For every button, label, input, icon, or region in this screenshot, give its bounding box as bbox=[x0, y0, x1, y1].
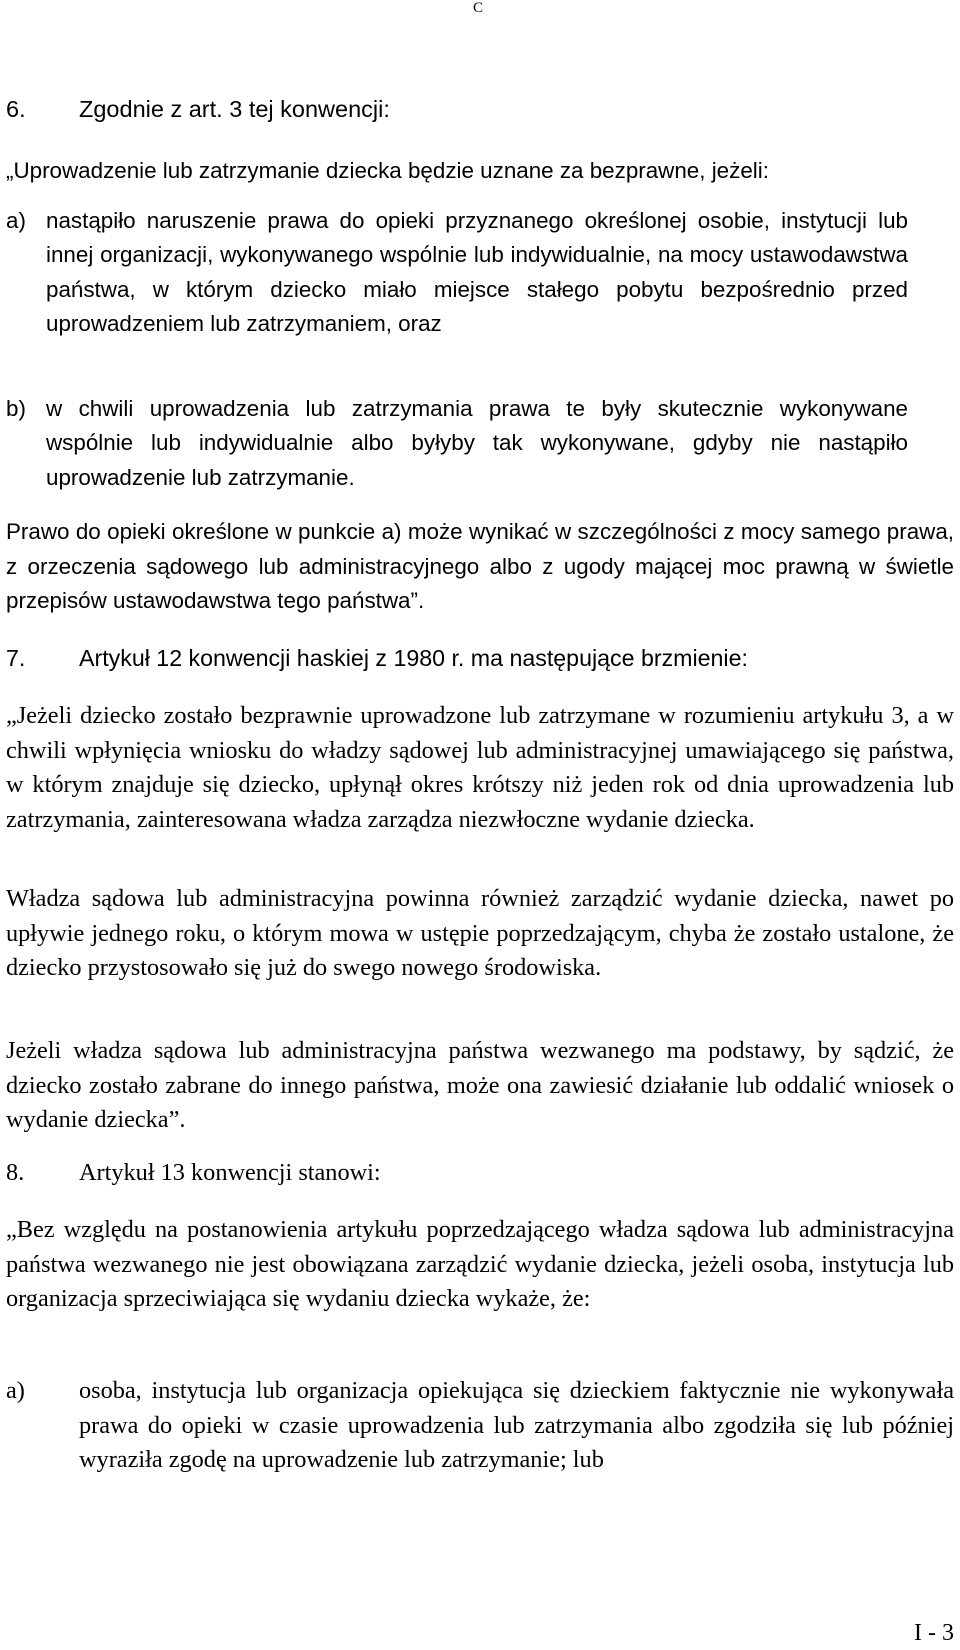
item6-b-label: b) bbox=[6, 396, 26, 421]
item7-number: 7. bbox=[6, 645, 26, 671]
item6-number: 6. bbox=[6, 96, 26, 122]
item6-heading: Zgodnie z art. 3 tej konwencji: bbox=[79, 96, 390, 122]
item7-paragraph-2: Władza sądowa lub administracyjna powinna również zarządzić wydanie dziecka, nawet po upływie jednego roku, o którym mowa w ustępie poprzedzającym, chyba że zostało ustalone, że dziecko przystosowało się już do swego nowego środowiska. bbox=[6, 885, 954, 982]
item6-a-label: a) bbox=[6, 208, 26, 233]
item6-point-a bbox=[6, 204, 908, 342]
item7-heading-line bbox=[6, 641, 954, 676]
item8-a-label: a) bbox=[6, 1377, 25, 1404]
item8-number: 8. bbox=[6, 1159, 25, 1186]
item7-paragraph-3: Jeżeli władza sądowa lub administracyjna państwa wezwanego ma podstawy, by sądzić, że dziecko zostało zabrane do innego państwa, może ona zawiesić działanie lub oddalić wniosek o wydanie dziecka”. bbox=[6, 1037, 954, 1134]
header-mark: C bbox=[473, 0, 484, 16]
item6-heading-line bbox=[6, 92, 954, 127]
item6-b-text: w chwili uprowadzenia lub zatrzymania prawa te były skutecznie wykonywane wspólnie lub indywidualnie albo byłyby tak wykonywane, gdyby nie nastąpiło uprowadzenie lub zatrzymanie. bbox=[46, 396, 908, 490]
item8-paragraph-1: „Bez względu na postanowienia artykułu poprzedzającego władza sądowa lub administracyjna państwa wezwanego nie jest obowiązana zarządzić wydanie dziecka, jeżeli osoba, instytucja lub organizacja sprzeciwiająca się wydaniu dziecka wykaże, że: bbox=[6, 1216, 954, 1313]
page-number: I - 3 bbox=[914, 1620, 954, 1646]
item8-a-text: osoba, instytucja lub organizacja opiekująca się dzieckiem faktycznie nie wykonywała prawa do opieki w czasie uprowadzenia lub zatrzymania albo zgodziła się lub później wyraziła zgodę na uprowadzenie lub zatrzymanie; lub bbox=[79, 1377, 954, 1474]
item7-paragraph-1: „Jeżeli dziecko zostało bezprawnie uprowadzone lub zatrzymane w rozumieniu artykułu 3, a w chwili wpłynięcia wniosku do władzy sądowej lub administracyjnej umawiającego się państwa, w którym znajduje się dziecko, upłynął okres krótszy niż jeden rok od dnia uprowadzenia lub zatrzymania, zainteresowana władza zarządza niezwłoczne wydanie dziecka. bbox=[6, 702, 954, 833]
item8-heading: Artykuł 13 konwencji stanowi: bbox=[79, 1159, 381, 1186]
item6-quote-intro: „Uprowadzenie lub zatrzymanie dziecka będzie uznane za bezprawne, jeżeli: bbox=[6, 158, 769, 183]
item6-paragraph: Prawo do opieki określone w punkcie a) może wynikać w szczególności z mocy samego prawa, z orzeczenia sądowego lub administracyjnego albo z ugody mającej moc prawną w świetle przepisów ustawodawstwa tego państwa”. bbox=[6, 519, 954, 614]
item7-heading: Artykuł 12 konwencji haskiej z 1980 r. ma następujące brzmienie: bbox=[79, 645, 748, 671]
item6-point-b bbox=[6, 392, 908, 495]
item6-a-text: nastąpiło naruszenie prawa do opieki przyznanego określonej osobie, instytucji lub innej organizacji, wykonywanego wspólnie lub indywidualnie, na mocy ustawodawstwa państwa, w którym dziecko miało miejsce stałego pobytu bezpośrednio przed uprowadzeniem lub zatrzymaniem, oraz bbox=[46, 208, 908, 337]
item8-point-a bbox=[6, 1374, 954, 1478]
item8-heading-line bbox=[6, 1156, 954, 1191]
